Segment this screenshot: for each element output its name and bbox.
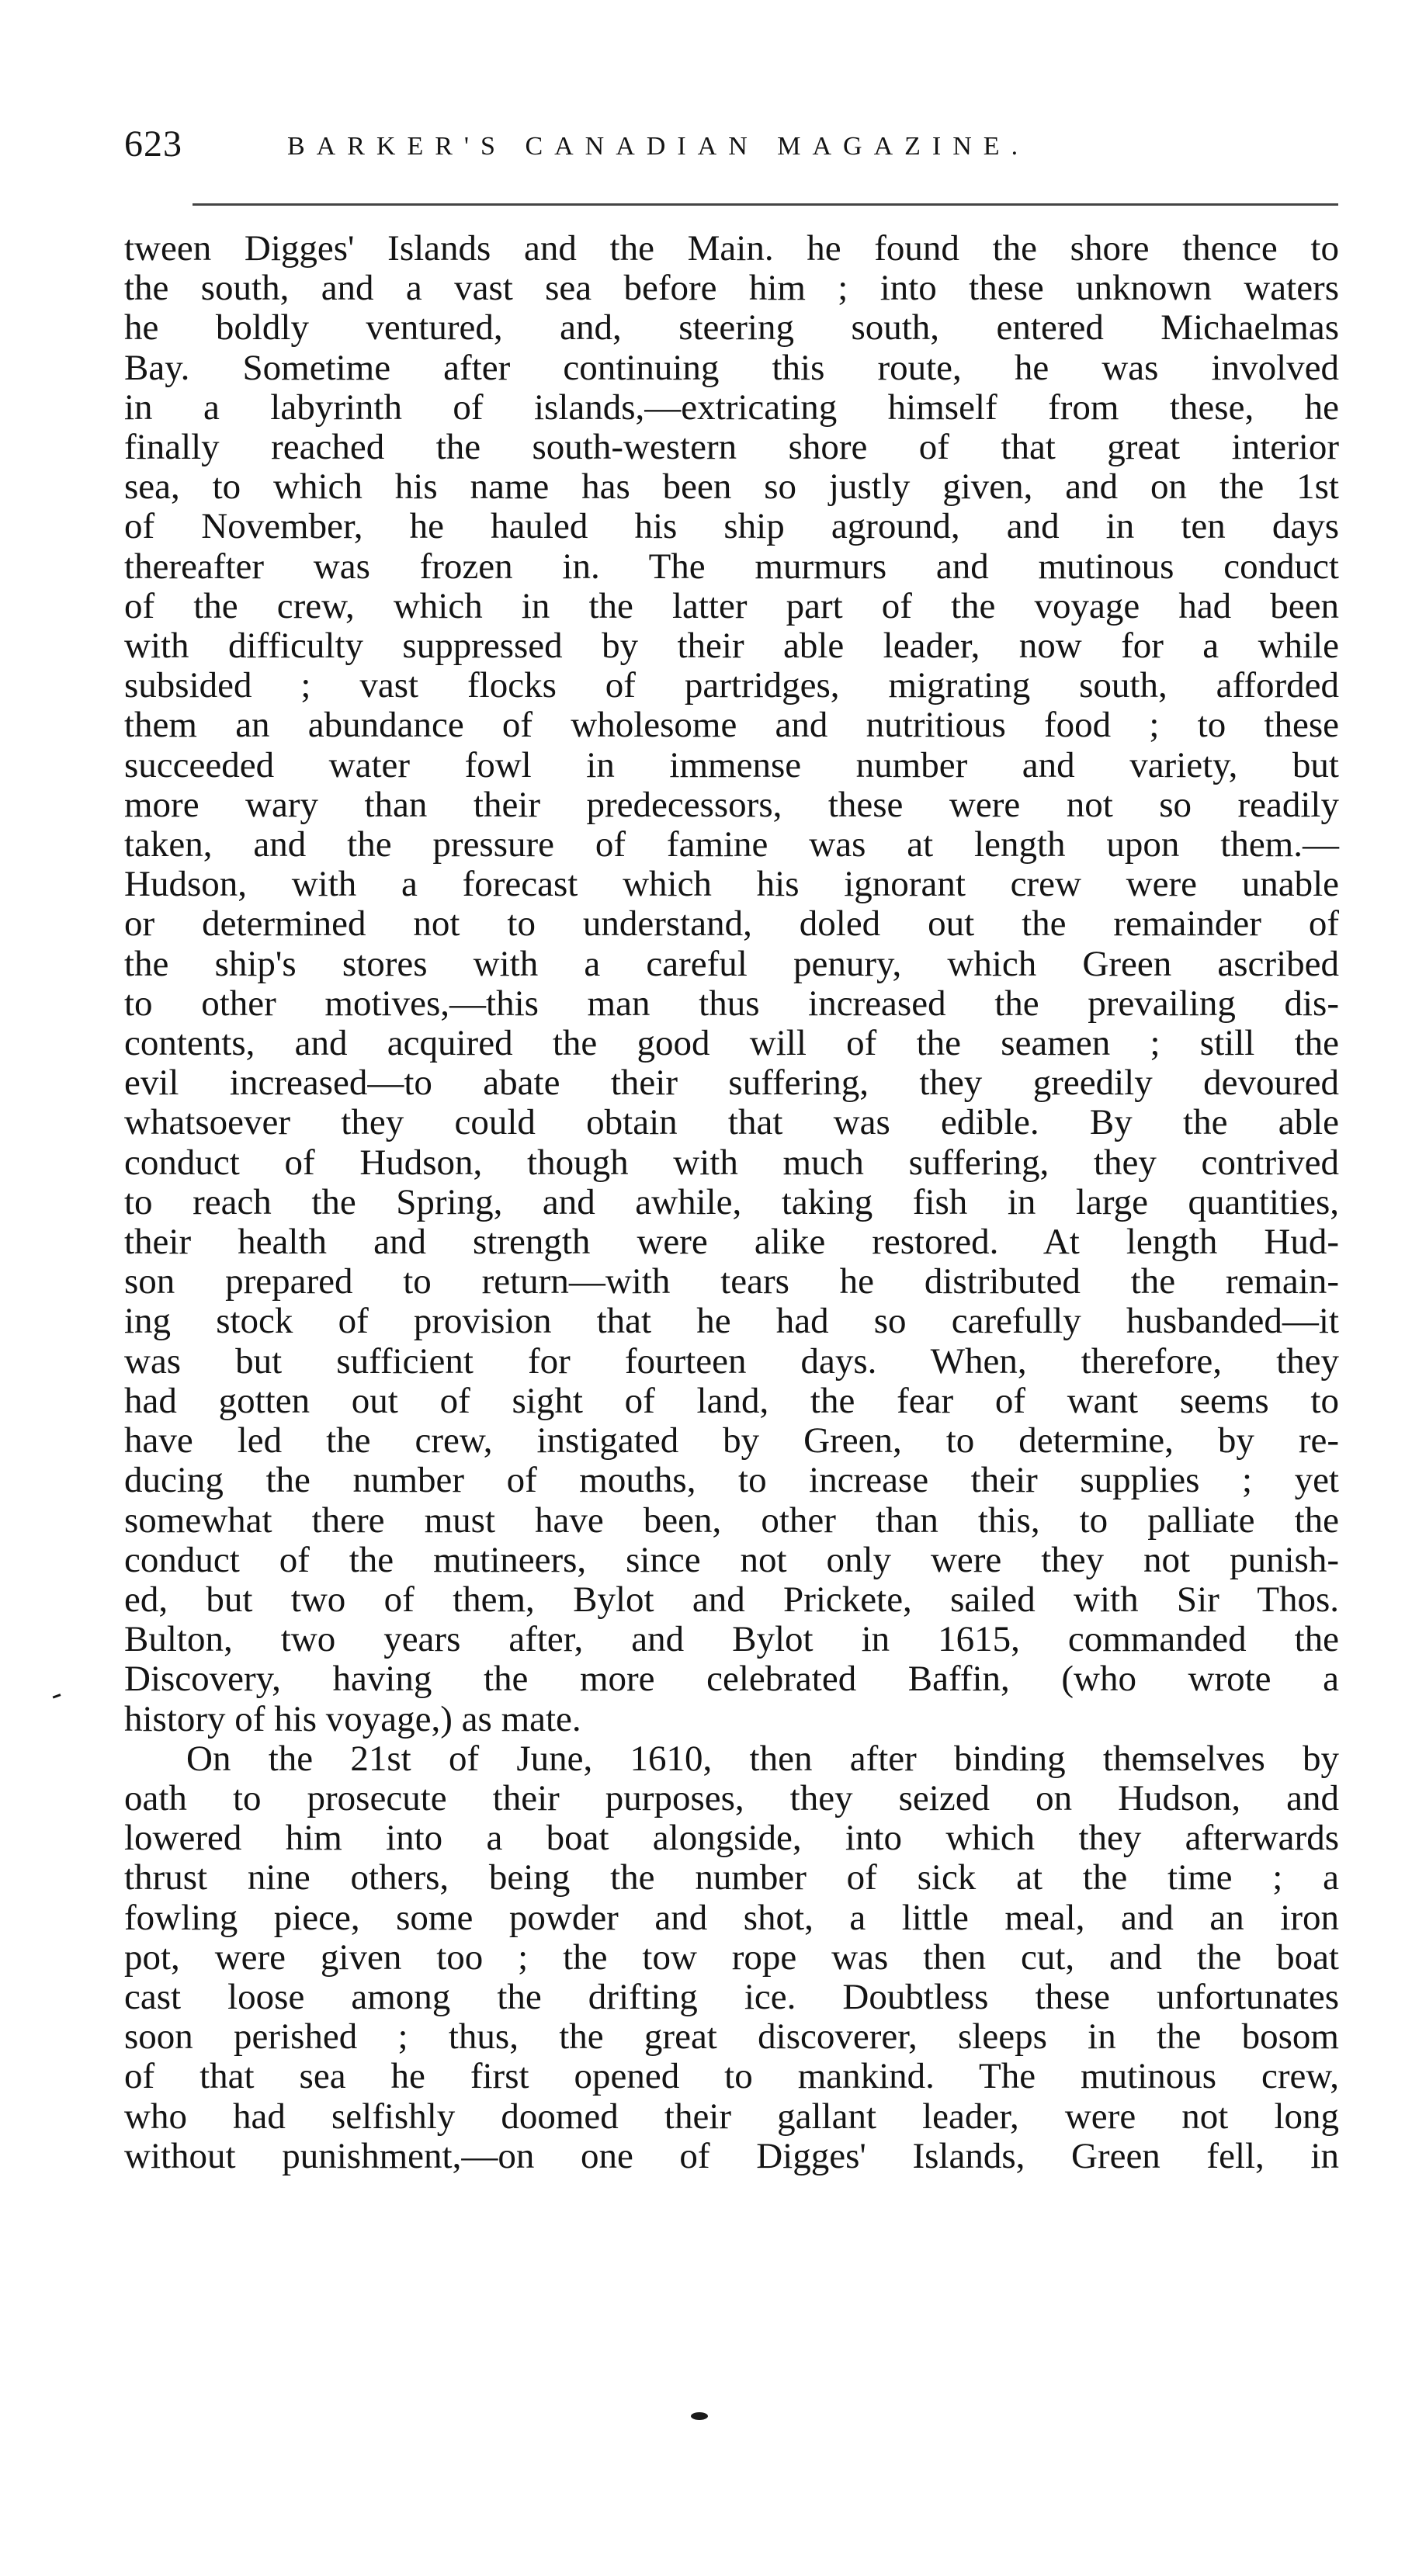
- text-line: taken, and the pressure of famine was at length upon them.—: [124, 824, 1339, 865]
- text-line: On the 21st of June, 1610, then after binding themselves by: [186, 1738, 1339, 1779]
- text-line: conduct of Hudson, though with much suffering, they contrived: [124, 1142, 1339, 1183]
- text-line: thereafter was frozen in. The murmurs and mutinous conduct: [124, 546, 1339, 587]
- text-line: he boldly ventured, and, steering south, entered Michaelmas: [124, 307, 1339, 348]
- text-line: without punishment,—on one of Digges' Islands, Green fell, in: [124, 2135, 1339, 2176]
- text-line: cast loose among the drifting ice. Doubtless these unfortunates: [124, 1976, 1339, 2017]
- text-line: have led the crew, instigated by Green, to determine, by re-: [124, 1420, 1339, 1461]
- header-rule: [193, 203, 1338, 206]
- text-line: soon perished ; thus, the great discoverer, sleeps in the bosom: [124, 2016, 1339, 2058]
- text-line: son prepared to return—with tears he distributed the remain-: [124, 1261, 1339, 1302]
- text-line: somewhat there must have been, other than this, to palliate the: [124, 1499, 1339, 1541]
- text-line: conduct of the mutineers, since not only were they not punish-: [124, 1539, 1339, 1580]
- text-line: the ship's stores with a careful penury, which Green ascribed: [124, 943, 1339, 984]
- text-line: more wary than their predecessors, these were not so readily: [124, 784, 1339, 825]
- text-line: of November, he hauled his ship aground, and in ten days: [124, 506, 1339, 547]
- body-text: [124, 229, 1339, 2176]
- text-line: Bulton, two years after, and Bylot in 1615, commanded the: [124, 1619, 1339, 1660]
- text-line: was but sufficient for fourteen days. When, therefore, they: [124, 1340, 1339, 1382]
- text-line: with difficulty suppressed by their able leader, now for a while: [124, 626, 1339, 667]
- page-number: 623: [124, 123, 182, 165]
- text-line: pot, were given too ; the tow rope was then cut, and the boat: [124, 1936, 1339, 1978]
- text-line: thrust nine others, being the number of sick at the time ; a: [124, 1857, 1339, 1898]
- margin-mark: ‐: [44, 1675, 67, 1711]
- text-line: tween Digges' Islands and the Main. he found the shore thence to: [124, 228, 1339, 269]
- text-line: evil increased—to abate their suffering, they greedily devoured: [124, 1063, 1339, 1104]
- text-line: who had selfishly doomed their gallant leader, were not long: [124, 2096, 1339, 2137]
- text-line: succeeded water fowl in immense number and variety, but: [124, 744, 1339, 785]
- text-line: of the crew, which in the latter part of the voyage had been: [124, 585, 1339, 626]
- text-line: fowling piece, some powder and shot, a little meal, and an iron: [124, 1897, 1339, 1938]
- text-line: whatsoever they could obtain that was edible. By the able: [124, 1102, 1339, 1143]
- text-line: finally reached the south-western shore of that great interior: [124, 427, 1339, 468]
- text-line: oath to prosecute their purposes, they seized on Hudson, and: [124, 1777, 1339, 1818]
- text-line: ducing the number of mouths, to increase their supplies ; yet: [124, 1460, 1339, 1501]
- text-line: them an abundance of wholesome and nutritious food ; to these: [124, 705, 1339, 746]
- text-line: or determined not to understand, doled out the remainder of: [124, 903, 1339, 945]
- text-line: of that sea he first opened to mankind. The mutinous crew,: [124, 2056, 1339, 2097]
- text-line: ed, but two of them, Bylot and Prickete, sailed with Sir Thos.: [124, 1579, 1339, 1620]
- text-line: Hudson, with a forecast which his ignorant crew were unable: [124, 864, 1339, 905]
- page-ornament: [691, 2412, 708, 2420]
- page-header: [124, 123, 1335, 169]
- text-line: in a labyrinth of islands,—extricating himself from these, he: [124, 387, 1339, 428]
- text-line: lowered him into a boat alongside, into which they afterwards: [124, 1818, 1339, 1859]
- text-line: contents, and acquired the good will of the seamen ; still the: [124, 1023, 1339, 1064]
- text-line: their health and strength were alike restored. At length Hud-: [124, 1222, 1339, 1263]
- text-line: sea, to which his name has been so justly given, and on the 1st: [124, 466, 1339, 508]
- text-line: ing stock of provision that he had so carefully husbanded—it: [124, 1301, 1339, 1342]
- text-line: Discovery, having the more celebrated Baffin, (who wrote a: [124, 1659, 1339, 1700]
- text-line: to reach the Spring, and awhile, taking fish in large quantities,: [124, 1181, 1339, 1222]
- text-line: history of his voyage,) as mate.: [124, 1698, 581, 1739]
- text-line: had gotten out of sight of land, the fear of want seems to: [124, 1380, 1339, 1421]
- text-line: Bay. Sometime after continuing this route, he was involved: [124, 347, 1339, 388]
- text-line: to other motives,—this man thus increased the prevailing dis-: [124, 983, 1339, 1024]
- text-line: subsided ; vast flocks of partridges, migrating south, afforded: [124, 665, 1339, 706]
- text-line: the south, and a vast sea before him ; into these unknown waters: [124, 268, 1339, 309]
- running-head: BARKER'S CANADIAN MAGAZINE.: [287, 132, 1030, 161]
